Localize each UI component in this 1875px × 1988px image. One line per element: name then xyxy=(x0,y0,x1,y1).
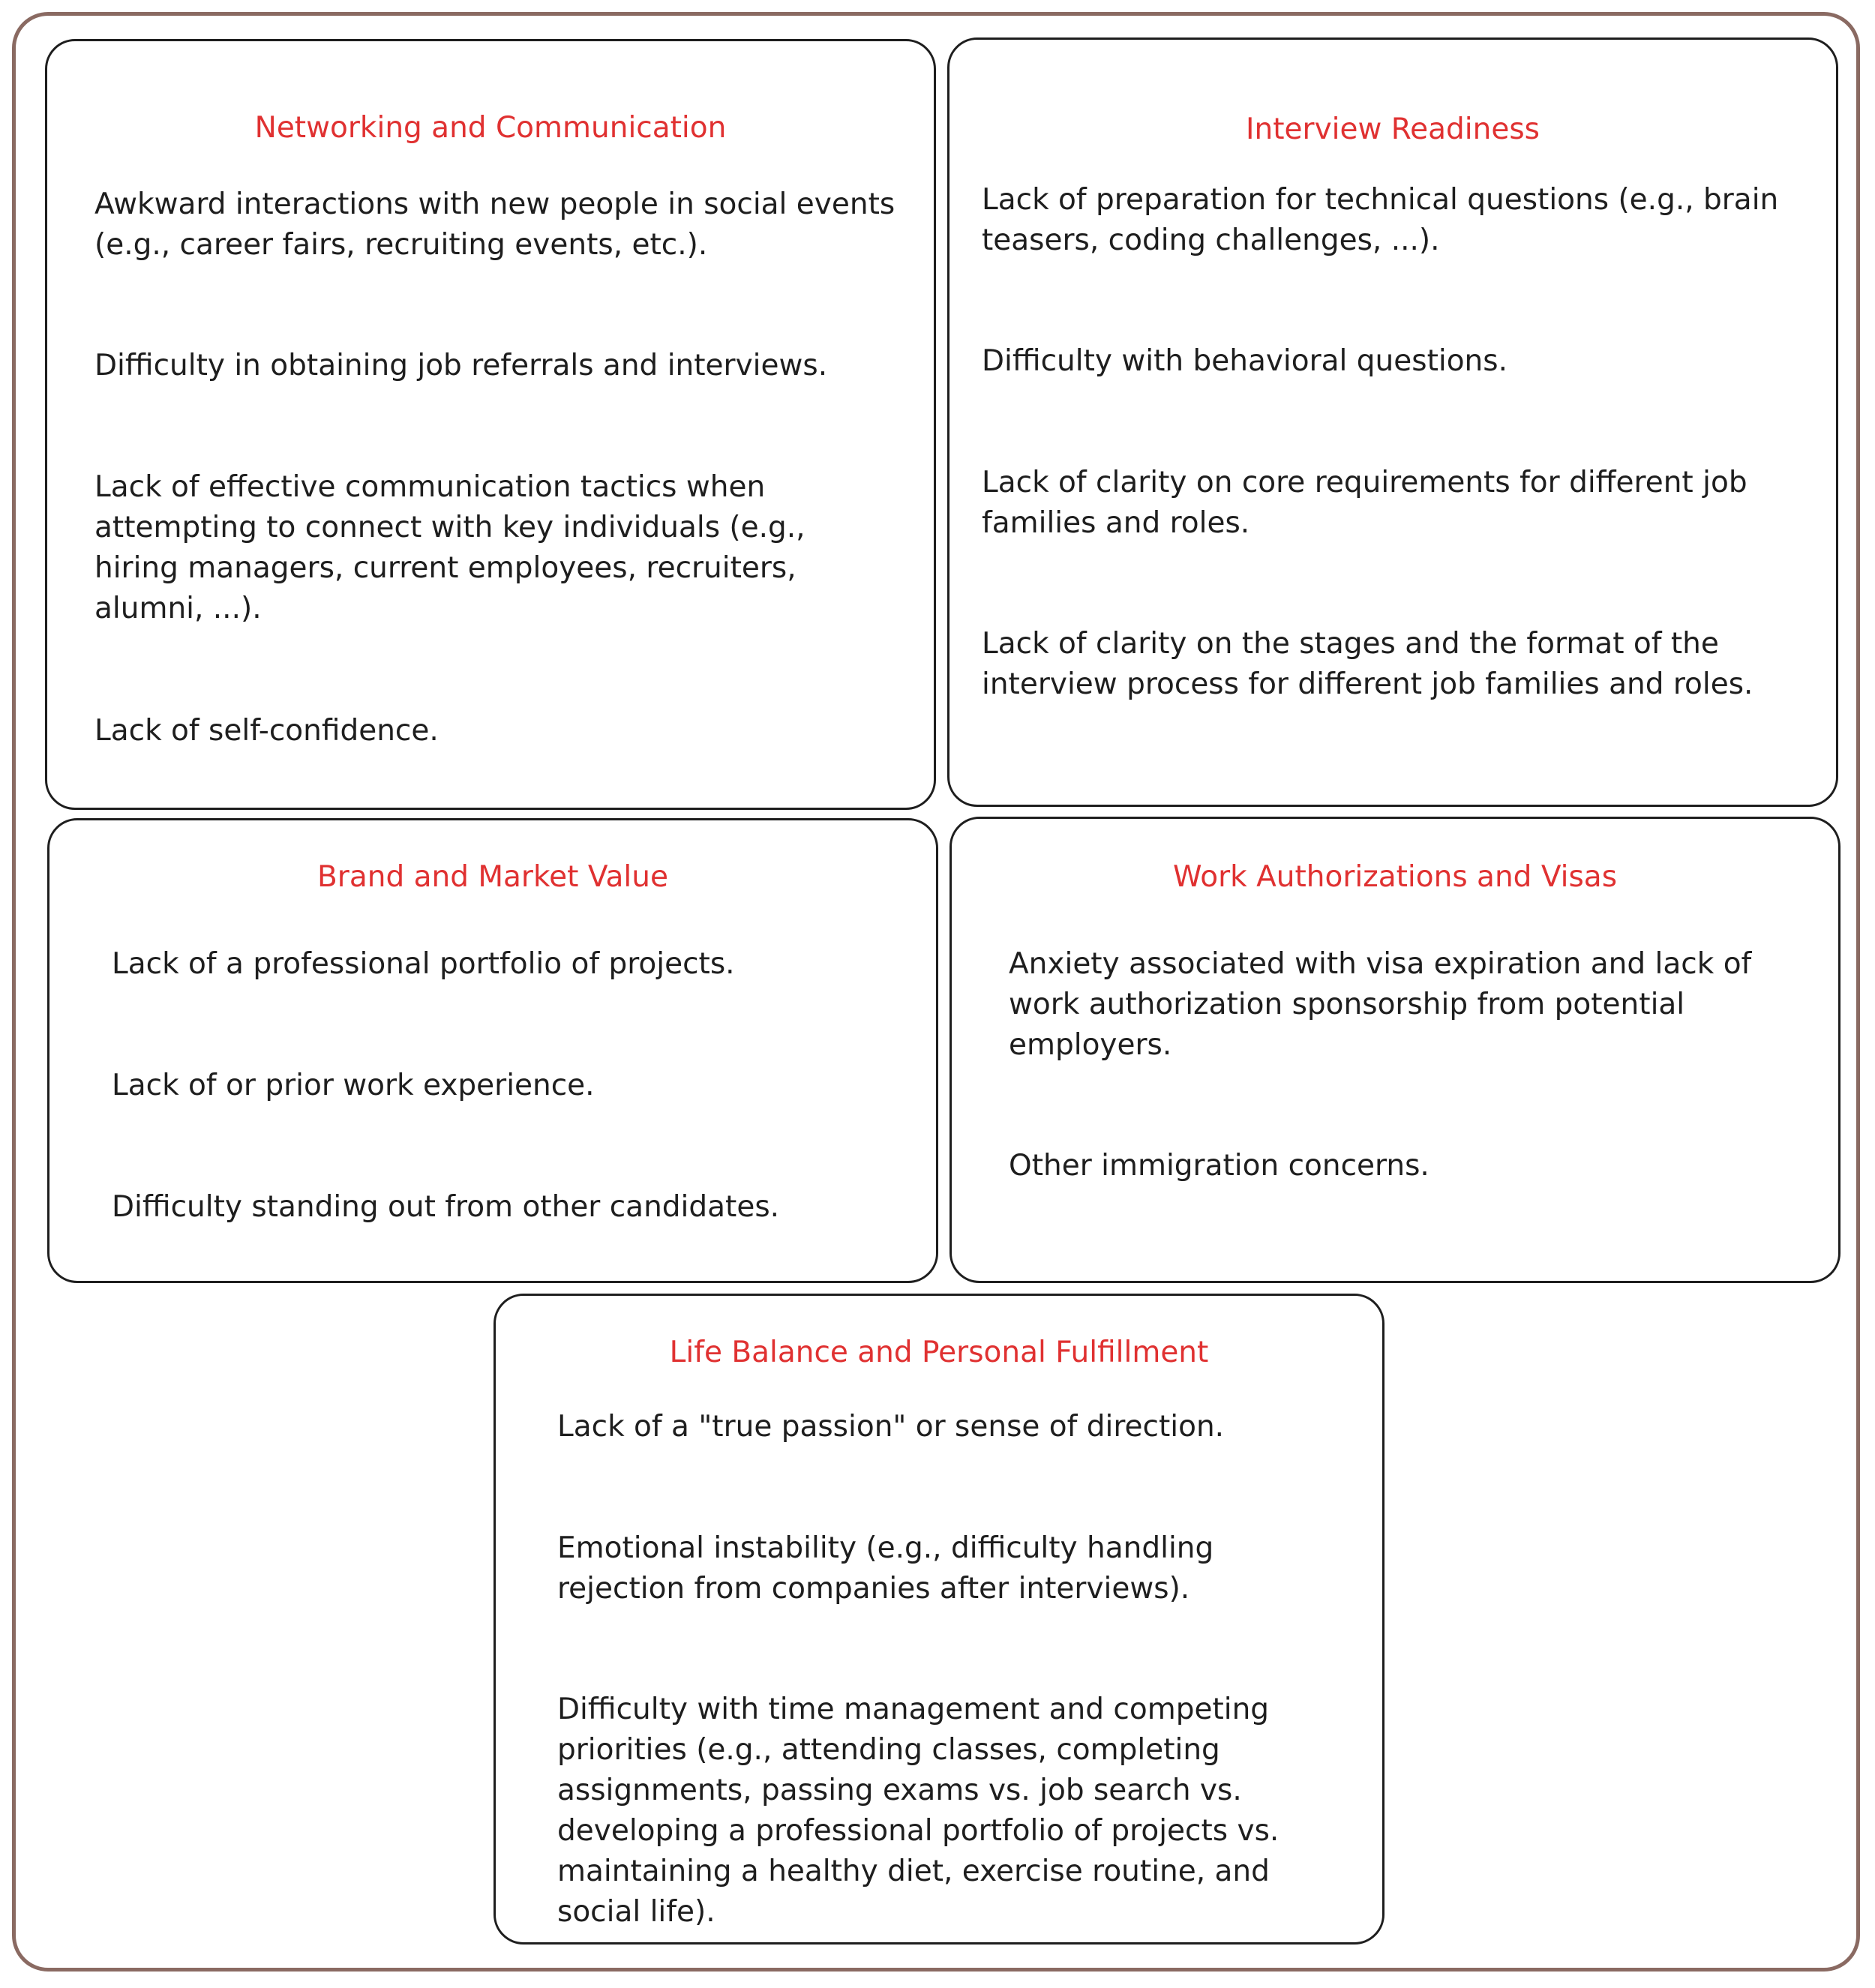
card-item: Difficulty standing out from other candidates. xyxy=(112,1190,780,1224)
card-item: Lack of preparation for technical questions (e.g., brain teasers, coding challenges, ...). xyxy=(982,183,1779,257)
card-item: Other immigration concerns. xyxy=(1009,1149,1430,1183)
card-life-balance-fulfillment xyxy=(494,1294,1384,1945)
card-item: Lack of clarity on the stages and the format of the interview process for different job families and roles. xyxy=(982,627,1754,701)
card-title: Work Authorizations and Visas xyxy=(1172,860,1618,894)
card-item: Difficulty with behavioral questions. xyxy=(982,344,1508,378)
card-item: Lack of or prior work experience. xyxy=(112,1069,595,1102)
card-item: Anxiety associated with visa expiration and lack of work authorization sponsorship from potential employers. xyxy=(1009,947,1752,1062)
card-item: Lack of a "true passion" or sense of direction. xyxy=(557,1410,1225,1444)
card-item: Awkward interactions with new people in social events (e.g., career fairs, recruiting events, etc.). xyxy=(94,187,896,262)
card-item: Lack of self-confidence. xyxy=(94,714,439,748)
card-item: Difficulty in obtaining job referrals and interviews. xyxy=(94,349,828,382)
card-interview-readiness xyxy=(947,37,1838,807)
card-title: Networking and Communication xyxy=(254,111,727,145)
card-item: Lack of effective communication tactics when attempting to connect with key individuals (e.g., hiring managers, current employees, recruiters, alumni, ...). xyxy=(94,470,806,625)
card-item: Difficulty with time management and competing priorities (e.g., attending classes, completing assignments, passing exams vs. job search vs. developing a professional portfolio of projects vs. maintaining a healthy diet, exercise routine, and social life). xyxy=(557,1693,1280,1929)
card-brand-market-value xyxy=(47,818,938,1283)
card-title: Brand and Market Value xyxy=(317,860,668,894)
card-networking-communication xyxy=(45,39,936,810)
card-item: Lack of a professional portfolio of projects. xyxy=(112,947,735,981)
card-item: Emotional instability (e.g., difficulty handling rejection from companies after interviews). xyxy=(557,1531,1214,1606)
card-title: Life Balance and Personal Fulfillment xyxy=(669,1336,1209,1369)
card-item: Lack of clarity on core requirements for different job families and roles. xyxy=(982,466,1748,540)
card-title: Interview Readiness xyxy=(1246,112,1540,146)
card-work-authorizations-visas xyxy=(950,817,1840,1283)
